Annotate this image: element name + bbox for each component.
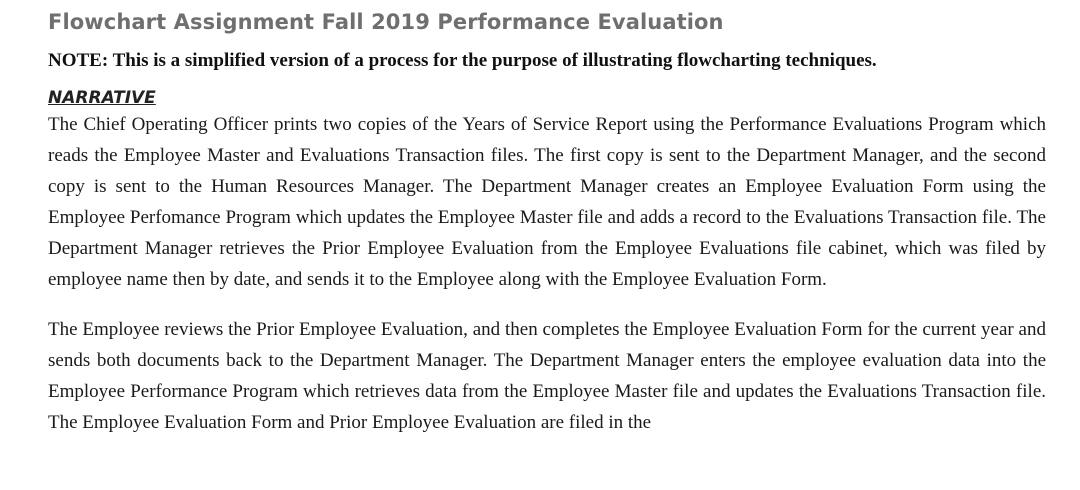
document-page	[48, 6, 1046, 438]
narrative-paragraph-2: The Employee reviews the Prior Employee Evaluation, and then completes the Employee Evaluation Form for the current year and sends both documents back to the Department Manager. The Department Manager enters the employee evaluation data into the Employee Performance Program which retrieves data from the Employee Master file and updates the Evaluations Transaction file. The Employee Evaluation Form and Prior Employee Evaluation are filed in the	[48, 319, 1046, 433]
note-text: NOTE: This is a simplified version of a process for the purpose of illustrating flowcharting techniques.	[48, 50, 877, 71]
page-title: Flowchart Assignment Fall 2019 Performance Evaluation	[48, 10, 724, 34]
narrative-paragraph-1: The Chief Operating Officer prints two copies of the Years of Service Report using the Performance Evaluations Program which reads the Employee Master and Evaluations Transaction files. The first copy is sent to the Department Manager, and the second copy is sent to the Human Resources Manager. The Department Manager creates an Employee Evaluation Form using the Employee Perfomance Program which updates the Employee Master file and adds a record to the Evaluations Transaction file. The Department Manager retrieves the Prior Employee Evaluation from the Employee Evaluations file cabinet, which was filed by employee name then by date, and sends it to the Employee along with the Employee Evaluation Form.	[48, 114, 1046, 290]
section-heading-narrative: NARRATIVE	[48, 88, 156, 108]
